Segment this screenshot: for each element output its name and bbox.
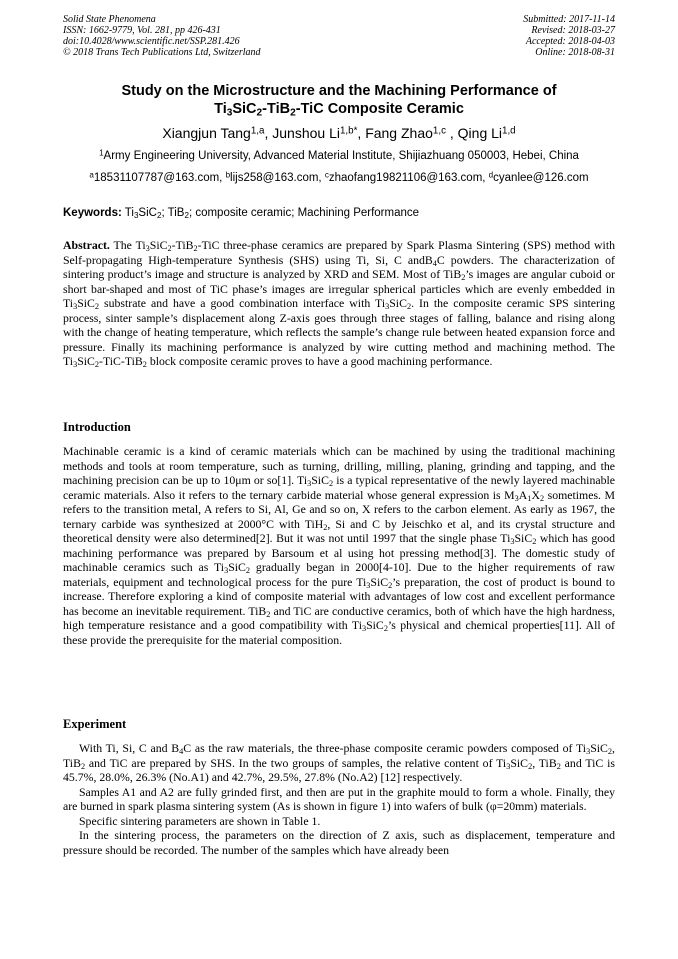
experiment-heading: Experiment: [63, 717, 127, 731]
experiment-text: [63, 741, 615, 857]
issn: ISSN: 1662-9779, Vol. 281, pp 426-431: [63, 25, 221, 36]
author-name: Fang Zhao: [365, 125, 433, 141]
title-line-2: $Ti_3SiC_2-TiB_2$-TiC Composite Ceramic: [214, 101, 464, 119]
publication-dates: [523, 14, 615, 58]
journal-info: [63, 14, 261, 58]
email-link[interactable]: lijs258@163.com,: [230, 172, 325, 184]
abstract: Abstract. The $Ti_3SiC_2-TiB_2$-TiC three-phase ceramics are prepared by Spark Plasma Sintering (SPS) method with Self-propagating High-temperature Synthesis (SHS) using Ti, Si, C andB$_4$C powders. The characterization of sintering product’s image and structure is analyzed by XRD and SEM. Most of TiB$_2$’s images are angular cuboid or short bar-shaped and most of TiC phase’s images are irregular spherical particles which are evenly embedded in $Ti_3SiC_2$ substrate and have a good combination interface with $Ti_3SiC_2$. In the composite ceramic SPS sintering process, sinter sample’s displacement along Z-axis goes through three stages of falling, balance and rising along with the change of heating temperature, which reflects the sample’s change rule between heated expansion force and pressure. Finally its machining performance is analyzed by wire cutting method and machining method. The $Ti_3SiC_2-TiC-TiB_2$ block composite ceramic proves to have a good machining performance.: [63, 238, 616, 370]
accepted-date: Accepted: 2018-04-03: [525, 36, 615, 47]
email-link[interactable]: 18531107787@163.com,: [93, 172, 226, 184]
online-date: Online: 2018-08-31: [535, 47, 615, 58]
paragraph: With Ti, Si, C and $B_4C$ as the raw materials, the three-phase composite ceramic powders composed of $Ti_3SiC_2$, TiB$_2$ and TiC are prepared by SHS. In the two groups of samples, the relative content of $Ti_3SiC_2$, TiB$_2$ and TiC is 45.7%, 28.0%, 26.3% (No.A1) and 42.7%, 29.5%, 27.8% (No.A2) [12] respectively.: [63, 741, 615, 784]
title-line-1: Study on the Microstructure and the Machining Performance of: [121, 83, 557, 99]
author-name: Junshou Li: [272, 125, 340, 141]
doi: doi:10.4028/www.scientific.net/SSP.281.426: [63, 36, 240, 47]
keywords-label: Keywords:: [63, 207, 122, 219]
introduction-heading: Introduction: [63, 420, 131, 434]
email-link[interactable]: cyanlee@126.com: [493, 172, 589, 184]
paragraph: Samples A1 and A2 are fully grinded first, and then are put in the graphite mould to form a whole. Finally, they are burned in spark plasma sintering system (As is shown in figure 1) into wafers of bulk (φ=20mm) materials.: [63, 784, 615, 813]
paper-title: [63, 82, 615, 118]
abstract-label: Abstract.: [63, 238, 110, 252]
email-link[interactable]: zhaofang19821106@163.com,: [328, 172, 489, 184]
author-list: Xiangjun Tang$^{1,a}$, Junshou $Li^{1,b*}$, Fang Zhao$^{1,c}$ , Qing Li$^{1,d}$: [162, 125, 516, 141]
copyright: © 2018 Trans Tech Publications Ltd, Switzerland: [63, 47, 261, 58]
paragraph: In the sintering process, the parameters on the direction of Z axis, such as displacement, temperature and pressure should be recorded. The number of the samples which have already been: [63, 828, 615, 857]
introduction-text: Machinable ceramic is a kind of ceramic materials which can be machined by using the traditional machining methods and tools at room temperature, such as turning, drilling, milling, planing, grinding and tapping, and the machining precision can be up to 10μm or so[1]. $Ti_3SiC_2$ is a typical representative of the newly layered machinable ceramic materials. Also it refers to the ternary carbide material whose general expression is $M_3A_1X_2$ sometimes. M refers to the transition metal, A refers to Si, Al, Ge and so on, X refers to the carbon element. As early as 1967, the ternary carbide was synthesized at 2000°C with TiH$_2$, Si and C by Jeischko et al, and its crystal structure and theoretical density were also determined[2]. But it was not until 1997 that the single phase $Ti_3SiC_2$ which has good machining performance was prepared by Barsoum et al using hot pressing method[3]. The domestic study of machinable ceramics such as $Ti_3SiC_2$ gradually began in 2000[4-10]. Due to the higher requirements of raw materials, equipment and technological process for the pure $Ti_3SiC_2’s$ preparation, the cost of product is bound to increase. Therefore exploring a kind of composite material with advantages of low cost and excellent performance has become an inevitable requirement. TiB$_2$ and TiC are conductive ceramics, both of which have the high hardness, high temperature resistance and a good compatibility with $Ti_3SiC_2’s$ physical and chemical properties[11]. All of these provide the prerequisite for the material composition.: [63, 444, 616, 647]
author-emails: $^a$18531107787@163.com, $^b$lijs258@163.com, $^c$zhaofang19821106@163.com, $^d$cyanlee@126.com: [89, 170, 589, 184]
author-name: Qing Li: [457, 125, 503, 141]
submitted-date: Submitted: 2017-11-14: [523, 14, 615, 25]
author-name: Xiangjun Tang: [162, 125, 251, 141]
revised-date: Revised: 2018-03-27: [531, 25, 615, 36]
paragraph: Specific sintering parameters are shown in Table 1.: [79, 813, 321, 828]
keywords: Keywords: $Ti_3SiC_2$; TiB$_2$; composite ceramic; Machining Performance: [63, 207, 420, 220]
journal-name: Solid State Phenomena: [63, 14, 156, 25]
affiliation: $^1$Army Engineering University, Advanced Material Institute, Shijiazhuang 050003, Hebei, China: [99, 148, 579, 162]
